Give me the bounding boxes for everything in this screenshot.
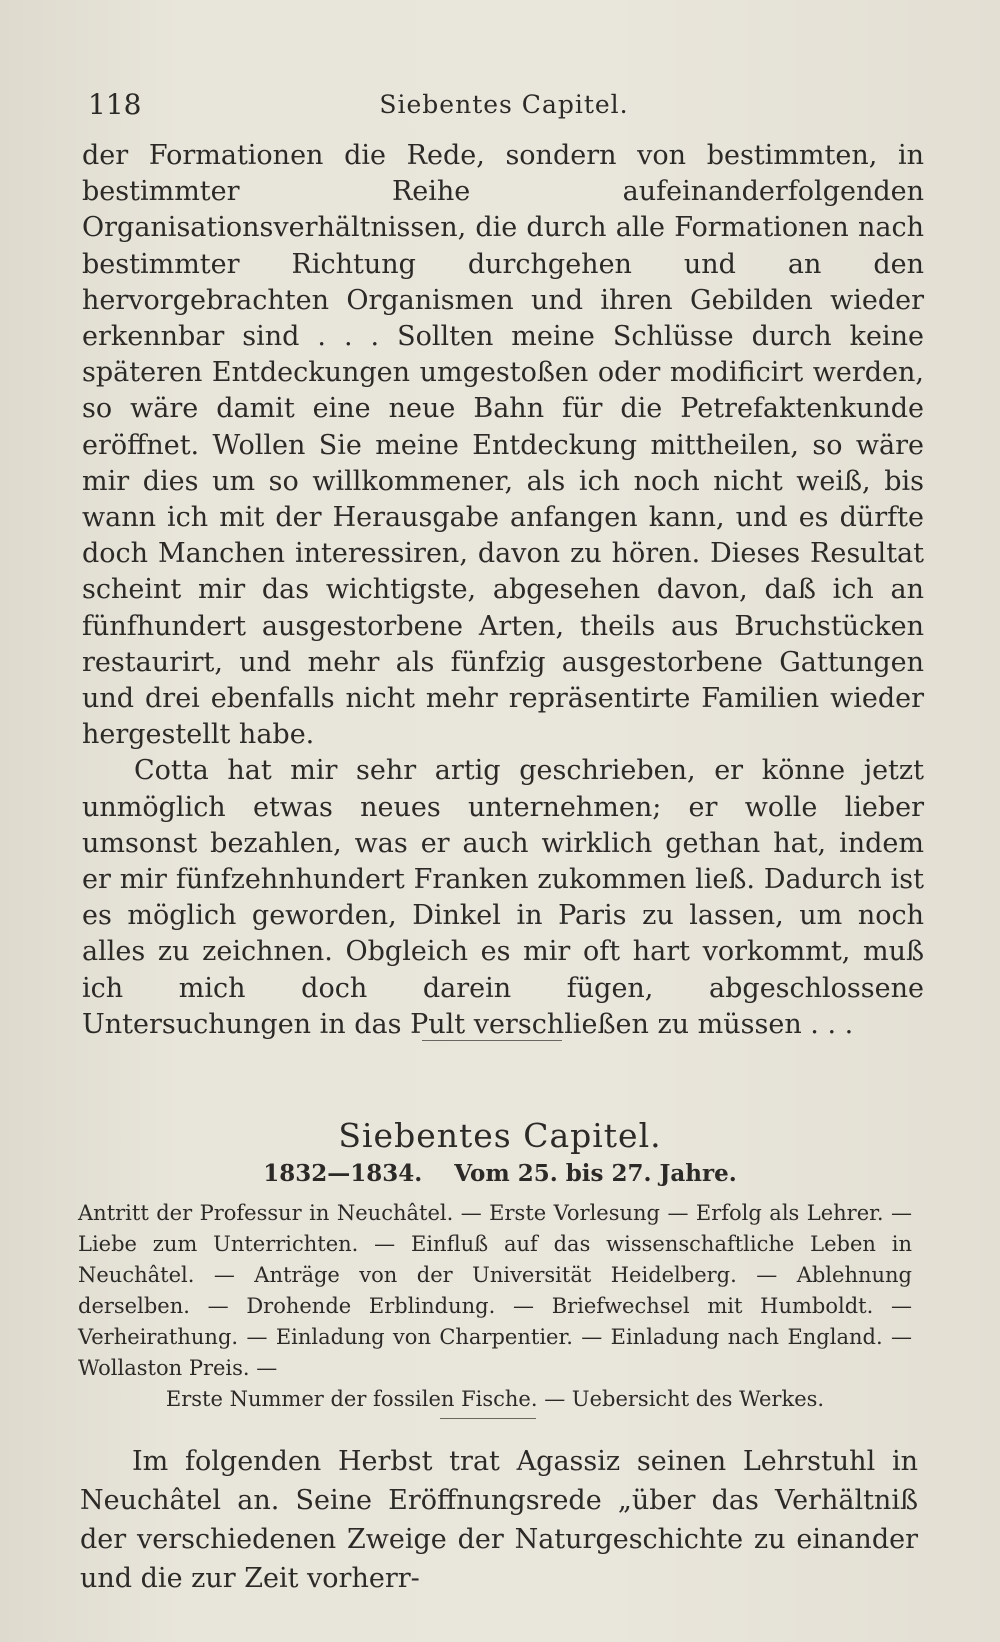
section-divider bbox=[422, 1040, 562, 1041]
synopsis-last-line: Erste Nummer der fossilen Fische. — Uebersicht des Werkes. bbox=[165, 1387, 825, 1411]
cotta-paragraph: Cotta hat mir sehr artig geschrieben, er könne jetzt unmöglich etwas neues unternehmen; er wolle lieber umsonst bezahlen, was er auch wirklich gethan hat, indem er mir fünfzehnhundert Franken zukommen ließ. Dadurch ist es möglich geworden, Dinkel in Paris zu lassen, um noch alles zu zeichnen. Obgleich es mir oft hart vorkommt, muß ich mich doch darein fügen, abgeschlossene Untersuchungen in das Pult verschließen zu müssen . . . bbox=[82, 755, 924, 1040]
running-head-title: Siebentes Capitel. bbox=[379, 90, 629, 119]
synopsis-divider bbox=[440, 1418, 536, 1419]
continuation-paragraph: der Formationen die Rede, sondern von bestimmten, in bestimmter Reihe aufeinanderfolgenden Organisationsverhältnissen, die durch alle Formationen nach bestimmter Richtung durchgehen und an den hervorgebrachten Organismen und ihren Gebilden wieder erkennbar sind . . . Sollten meine Schlüsse durch keine späteren Entdeckungen umgestoßen oder modificirt werden, so wäre damit eine neue Bahn für die Petrefaktenkunde eröffnet. Wollen Sie meine Entdeckung mittheilen, so wäre mir dies um so willkommener, als ich noch nicht weiß, bis wann ich mit der Herausgabe anfangen kann, und es dürfte doch Manchen interessiren, davon zu hören. Dieses Resultat scheint mir das wichtigste, abgesehen davon, daß ich an fünfhundert ausgestorbene Arten, theils aus Bruchstücken restaurirt, und mehr als fünfzig ausgestorbene Gattungen und drei ebenfalls nicht mehr repräsentirte Familien wieder hergestellt habe. bbox=[82, 140, 924, 751]
page-number: 118 bbox=[88, 88, 142, 121]
chapter-title: Siebentes Capitel. bbox=[338, 1116, 662, 1155]
chapter-body bbox=[80, 1442, 918, 1598]
chapter-years: 1832—1834. bbox=[263, 1160, 423, 1187]
chapter-subtitle bbox=[0, 1160, 1000, 1187]
opening-paragraph: Im folgenden Herbst trat Agassiz seinen Lehrstuhl in Neuchâtel an. Seine Eröffnungsrede „über das Verhältniß der verschiedenen Zweige der Naturgeschichte zu einander und die zur Zeit vorherr- bbox=[80, 1446, 918, 1594]
chapter-synopsis bbox=[78, 1198, 912, 1415]
synopsis-text: Antritt der Professur in Neuchâtel. — Erste Vorlesung — Erfolg als Lehrer. — Liebe zum Unterrichten. — Einfluß auf das wissenschaftliche Leben in Neuchâtel. — Anträge von der Universität Heidelberg. — Ablehnung derselben. — Drohende Erblindung. — Briefwechsel mit Humboldt. — Verheirathung. — Einladung von Charpentier. — Einladung nach England. — Wollaston Preis. — bbox=[78, 1201, 912, 1380]
chapter-age-range: Vom 25. bis 27. Jahre. bbox=[454, 1160, 737, 1187]
letter-text-block bbox=[82, 138, 924, 1043]
running-head bbox=[88, 88, 920, 128]
